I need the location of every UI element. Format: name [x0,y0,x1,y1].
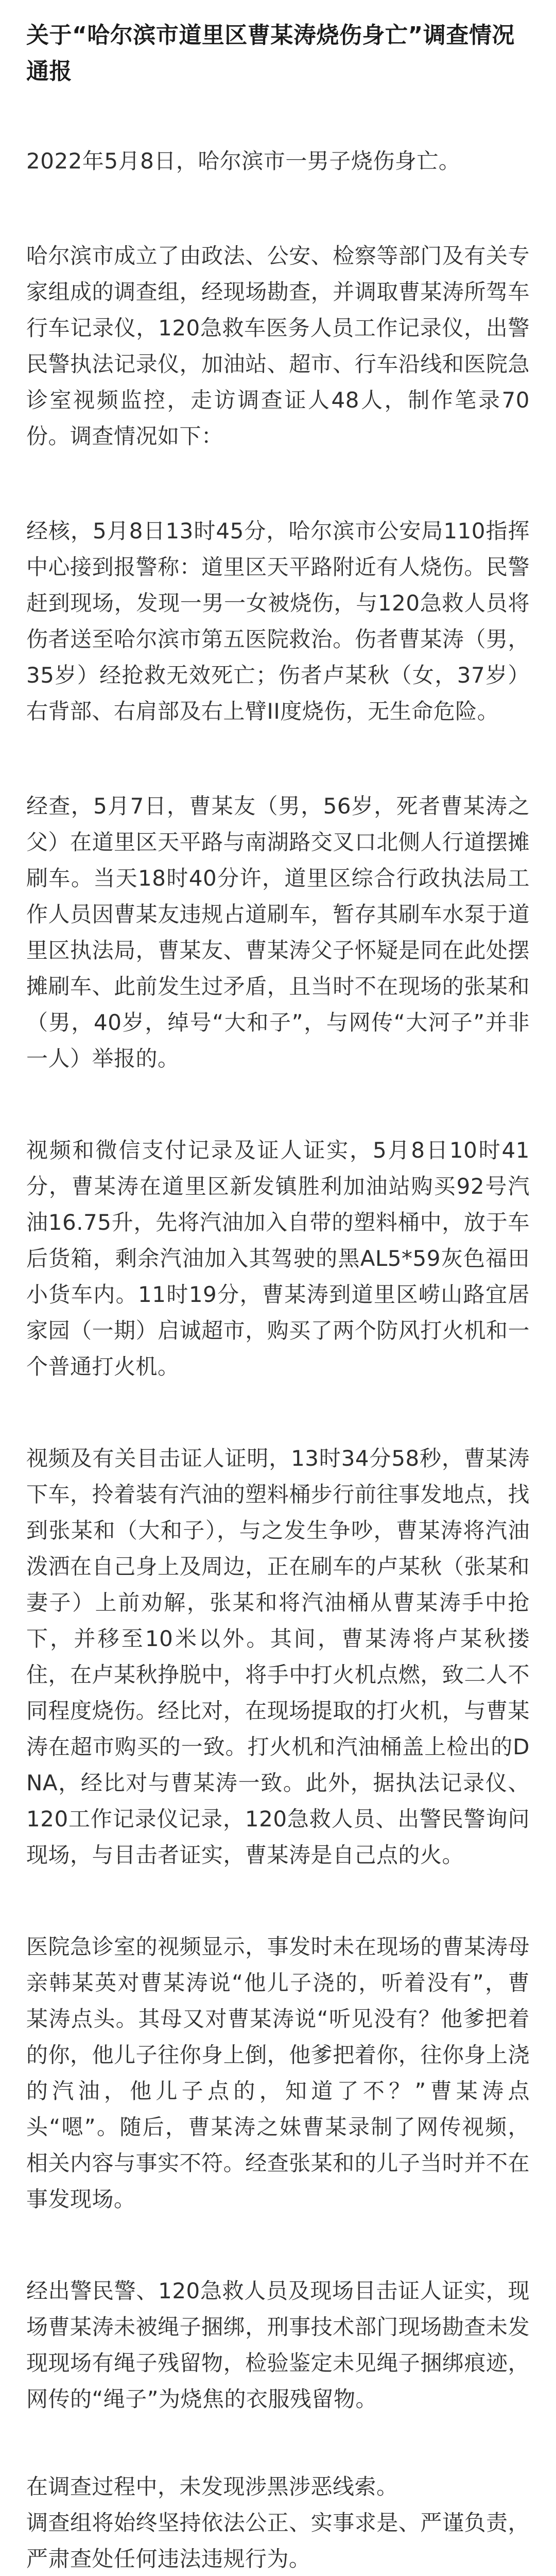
paragraph-investigation-team: 哈尔滨市成立了由政法、公安、检察等部门及有关专家组成的调查组，经现场勘查，并调取曹某涛所驾车行车记录仪，120急救车医务人员工作记录仪，出警民警执法记录仪，加油站、超市、行车沿线和医院急诊室视频监控，走访调查证人48人，制作笔录70份。调查情况如下： [26,243,530,449]
paragraph-no-gang-clues: 在调查过程中，未发现涉黑涉恶线索。 [26,2474,398,2499]
paragraph-rope-clarification: 经出警民警、120急救人员及现场目击证人证实，现场曹某涛未被绳子捆绑，刑事技术部门现场勘查未发现现场有绳子残留物，检验鉴定未见绳子捆绑痕迹，网传的“绳子”为烧焦的衣服残留物。 [26,2278,530,2412]
paragraph-commitment: 调查组将始终坚持依法公正、实事求是、严谨负责，严肃查处任何违法违规行为。 [26,2510,530,2571]
paragraph-background: 经查，5月7日，曹某友（男，56岁，死者曹某涛之父）在道里区天平路与南湖路交叉口北侧人行道摆摊刷车。当天18时40分许，道里区综合行政执法局工作人员因曹某友违规占道刷车，暂存其刷车水泵于道里区执法局，曹某友、曹某涛父子怀疑是同在此处摆摊刷车、此前发生过矛盾，且当时不在现场的张某和（男，40岁，绰号“大和子”，与网传“大河子”并非一人）举报的。 [26,793,530,1071]
paragraph-hospital-video: 医院急诊室的视频显示，事发时未在现场的曹某涛母亲韩某英对曹某涛说“他儿子浇的，听着没有”，曹某涛点头。其母又对曹某涛说“听见没有？他爹把着的你，他儿子往你身上倒，他爹把着你，往你身上浇的汽油，他儿子点的，知道了不？”曹某涛点头“嗯”。随后，曹某涛之妹曹某录制了网传视频，相关内容与事实不符。经查张某和的儿子当时并不在事发现场。 [26,1934,530,2212]
paragraph-incident-details: 视频及有关目击证人证明，13时34分58秒，曹某涛下车，拎着装有汽油的塑料桶步行前往事发地点，找到张某和（大和子），与之发生争吵，曹某涛将汽油泼洒在自己身上及周边，正在刷车的卢某秋（张某和妻子）上前劝解，张某和将汽油桶从曹某涛手中抢下，并移至10米以外。其间，曹某涛将卢某秋搂住，在卢某秋挣脱中，将手中打火机点燃，致二人不同程度烧伤。经比对，在现场提取的打火机，与曹某涛在超市购买的一致。打火机和汽油桶盖上检出的DNA，经比对与曹某涛一致。此外，据执法记录仪、120工作记录仪记录，120急救人员、出警民警询问现场，与目击者证实，曹某涛是自己点的火。 [26,1446,530,1868]
paragraph-alarm-report: 经核，5月8日13时45分，哈尔滨市公安局110指挥中心接到报警称：道里区天平路附近有人烧伤。民警赶到现场，发现一男一女被烧伤，与120急救人员将伤者送至哈尔滨市第五医院救治。伤者曹某涛（男，35岁）经抢救无效死亡；伤者卢某秋（女，37岁）右背部、右肩部及右上臂II度烧伤，无生命危险。 [26,518,530,724]
article-title: 关于“哈尔滨市道里区曹某涛烧伤身亡”调查情况通报 [26,22,515,84]
paragraph-event-summary: 2022年5月8日，哈尔滨市一男子烧伤身亡。 [26,148,461,174]
paragraph-purchase-evidence: 视频和微信支付记录及证人证实，5月8日10时41分，曹某涛在道里区新发镇胜利加油站购买92号汽油16.75升，先将汽油加入自带的塑料桶中，放于车后货箱，剩余汽油加入其驾驶的黑AL5*59灰色福田小货车内。11时19分，曹某涛到道里区崂山路宜居家园（一期）启诚超市，购买了两个防风打火机和一个普通打火机。 [26,1138,530,1379]
